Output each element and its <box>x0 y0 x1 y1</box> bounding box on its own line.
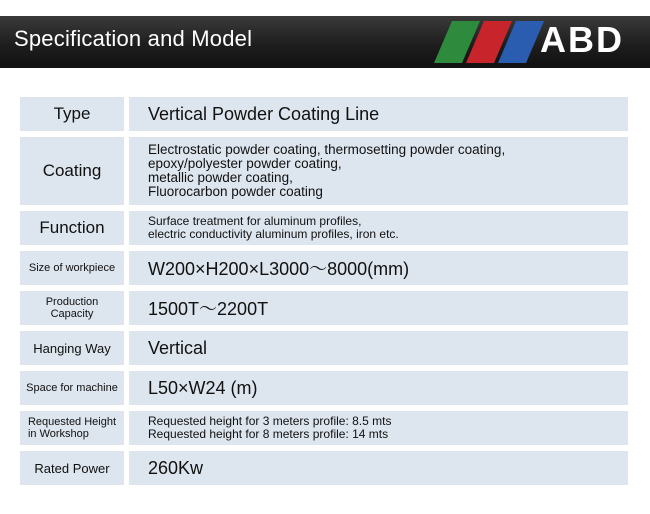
spec-label-type: Type <box>20 97 124 131</box>
height-label-line-1: Requested Height <box>27 416 117 428</box>
spec-value-height <box>129 411 628 445</box>
spec-value-coating <box>129 137 628 205</box>
function-line-1: Surface treatment for aluminum profiles, <box>148 214 362 228</box>
spec-value-type: Vertical Powder Coating Line <box>129 97 628 131</box>
spec-row-size <box>20 251 628 285</box>
header-banner <box>0 16 650 68</box>
coating-line-2: epoxy/polyester powder coating, <box>148 156 342 171</box>
spec-value-size: W200×H200×L3000～8000(mm) <box>129 251 628 285</box>
capacity-label-line-2: Capacity <box>50 308 94 320</box>
spec-label-capacity <box>20 291 124 325</box>
function-line-2: electric conductivity aluminum profiles, iron etc. <box>148 227 399 241</box>
height-label-line-2: in Workshop <box>27 428 89 440</box>
spec-label-function: Function <box>20 211 124 245</box>
spec-row-space <box>20 371 628 405</box>
spec-label-size: Size of workpiece <box>20 251 124 285</box>
spec-value-function <box>129 211 628 245</box>
spec-table <box>20 97 628 491</box>
spec-label-coating: Coating <box>20 137 124 205</box>
spec-label-space: Space for machine <box>20 371 124 405</box>
height-line-1: Requested height for 3 meters profile: 8.5 mts <box>148 414 392 428</box>
spec-row-capacity <box>20 291 628 325</box>
coating-line-1: Electrostatic powder coating, thermosetting powder coating, <box>148 142 506 157</box>
page-title: Specification and Model <box>14 26 253 51</box>
spec-label-height <box>20 411 124 445</box>
spec-row-type <box>20 97 628 131</box>
abd-logo-text: ABD <box>540 19 624 60</box>
spec-row-hanging <box>20 331 628 365</box>
spec-value-capacity: 1500T～2200T <box>129 291 628 325</box>
spec-label-power: Rated Power <box>20 451 124 485</box>
spec-label-hanging: Hanging Way <box>20 331 124 365</box>
spec-value-hanging: Vertical <box>129 331 628 365</box>
coating-line-4: Fluorocarbon powder coating <box>148 184 323 199</box>
spec-value-space: L50×W24 (m) <box>129 371 628 405</box>
spec-row-power <box>20 451 628 485</box>
coating-line-3: metallic powder coating, <box>148 170 293 185</box>
spec-row-function <box>20 211 628 245</box>
spec-row-coating <box>20 137 628 205</box>
spec-value-power: 260Kw <box>129 451 628 485</box>
capacity-label-line-1: Production <box>45 296 99 308</box>
spec-row-height <box>20 411 628 445</box>
height-line-2: Requested height for 8 meters profile: 14 mts <box>148 427 389 441</box>
